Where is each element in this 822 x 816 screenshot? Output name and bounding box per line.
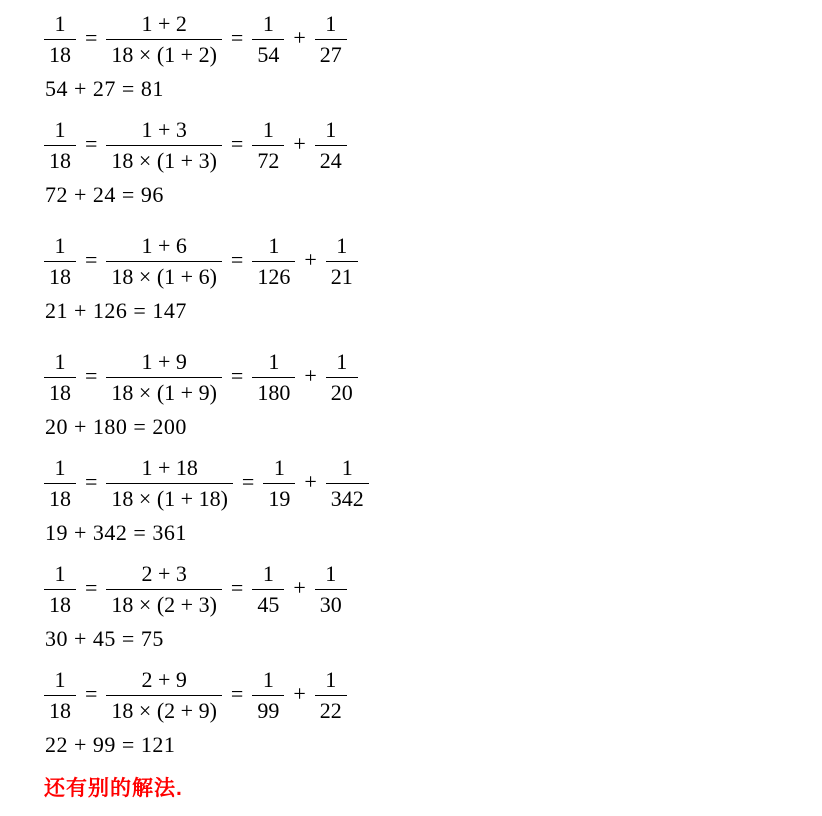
equation-row bbox=[44, 666, 802, 724]
lhs-numerator: 1 bbox=[44, 666, 76, 696]
expanded-fraction bbox=[106, 454, 232, 512]
equation-block bbox=[44, 10, 802, 102]
equation-row bbox=[44, 232, 802, 290]
lhs-fraction bbox=[44, 10, 76, 68]
expanded-numerator: 2 + 9 bbox=[106, 666, 221, 696]
expanded-numerator: 2 + 3 bbox=[106, 560, 221, 590]
result-fraction-2 bbox=[326, 454, 369, 512]
result2-denominator: 24 bbox=[319, 147, 342, 173]
sum-check-line: 19 + 342 = 361 bbox=[45, 520, 187, 545]
lhs-numerator: 1 bbox=[44, 10, 76, 40]
result1-denominator: 45 bbox=[257, 591, 280, 617]
lhs-numerator: 1 bbox=[44, 348, 76, 378]
lhs-numerator: 1 bbox=[44, 454, 76, 484]
result2-numerator: 1 bbox=[315, 560, 347, 590]
result1-denominator: 126 bbox=[257, 263, 291, 289]
equation-row bbox=[44, 560, 802, 618]
plus-sign: + bbox=[304, 247, 317, 272]
plus-sign: + bbox=[293, 131, 306, 156]
result-fraction-2 bbox=[315, 666, 347, 724]
expanded-denominator: 18 × (1 + 3) bbox=[111, 147, 217, 173]
expanded-numerator: 1 + 2 bbox=[106, 10, 221, 40]
result1-denominator: 180 bbox=[257, 379, 291, 405]
expanded-numerator: 1 + 9 bbox=[106, 348, 221, 378]
equals-sign: = bbox=[230, 681, 244, 706]
result2-denominator: 20 bbox=[330, 379, 353, 405]
result1-numerator: 1 bbox=[252, 116, 284, 146]
expanded-numerator: 1 + 6 bbox=[106, 232, 221, 262]
equation-row bbox=[44, 116, 802, 174]
expanded-denominator: 18 × (2 + 9) bbox=[111, 697, 217, 723]
equals-sign: = bbox=[230, 247, 244, 272]
expanded-fraction bbox=[106, 560, 221, 618]
sum-check-line: 21 + 126 = 147 bbox=[45, 298, 187, 323]
result1-numerator: 1 bbox=[252, 348, 295, 378]
plus-sign: + bbox=[304, 363, 317, 388]
equals-sign: = bbox=[85, 247, 98, 272]
lhs-denominator: 18 bbox=[49, 263, 71, 289]
expanded-numerator: 1 + 18 bbox=[106, 454, 232, 484]
lhs-numerator: 1 bbox=[44, 232, 76, 262]
result1-numerator: 1 bbox=[252, 232, 295, 262]
sum-check-line: 30 + 45 = 75 bbox=[45, 626, 164, 651]
expanded-denominator: 18 × (1 + 2) bbox=[111, 41, 217, 67]
equation-row bbox=[44, 10, 802, 68]
equals-sign: = bbox=[230, 363, 244, 388]
expanded-denominator: 18 × (1 + 9) bbox=[111, 379, 217, 405]
equals-sign: = bbox=[85, 363, 98, 388]
equation-block bbox=[44, 454, 802, 546]
equation-list bbox=[44, 10, 802, 758]
result1-denominator: 72 bbox=[257, 147, 280, 173]
result2-denominator: 342 bbox=[330, 485, 364, 511]
expanded-fraction bbox=[106, 116, 221, 174]
result1-numerator: 1 bbox=[263, 454, 295, 484]
result1-numerator: 1 bbox=[252, 10, 284, 40]
lhs-numerator: 1 bbox=[44, 560, 76, 590]
result-fraction-2 bbox=[315, 116, 347, 174]
equals-sign: = bbox=[85, 575, 98, 600]
equation-row bbox=[44, 454, 802, 512]
equation-block bbox=[44, 348, 802, 440]
result-fraction-2 bbox=[326, 348, 358, 406]
lhs-fraction bbox=[44, 116, 76, 174]
result2-numerator: 1 bbox=[315, 666, 347, 696]
result2-numerator: 1 bbox=[326, 348, 358, 378]
result2-numerator: 1 bbox=[326, 454, 369, 484]
lhs-fraction bbox=[44, 348, 76, 406]
equals-sign: = bbox=[241, 469, 255, 494]
equals-sign: = bbox=[85, 469, 98, 494]
lhs-denominator: 18 bbox=[49, 697, 71, 723]
lhs-denominator: 18 bbox=[49, 485, 71, 511]
result1-denominator: 99 bbox=[257, 697, 280, 723]
result-fraction-1 bbox=[252, 10, 284, 68]
sum-check-line: 22 + 99 = 121 bbox=[45, 732, 176, 757]
result2-denominator: 30 bbox=[319, 591, 342, 617]
expanded-fraction bbox=[106, 10, 221, 68]
equals-sign: = bbox=[85, 681, 98, 706]
lhs-fraction bbox=[44, 454, 76, 512]
result-fraction-2 bbox=[315, 10, 347, 68]
result2-denominator: 21 bbox=[330, 263, 353, 289]
lhs-fraction bbox=[44, 560, 76, 618]
expanded-denominator: 18 × (1 + 6) bbox=[111, 263, 217, 289]
result-fraction-2 bbox=[326, 232, 358, 290]
lhs-numerator: 1 bbox=[44, 116, 76, 146]
result1-numerator: 1 bbox=[252, 560, 284, 590]
equation-row bbox=[44, 348, 802, 406]
equation-block bbox=[44, 560, 802, 652]
expanded-denominator: 18 × (2 + 3) bbox=[111, 591, 217, 617]
equals-sign: = bbox=[230, 25, 244, 50]
expanded-numerator: 1 + 3 bbox=[106, 116, 221, 146]
result2-numerator: 1 bbox=[326, 232, 358, 262]
lhs-denominator: 18 bbox=[49, 147, 71, 173]
result2-numerator: 1 bbox=[315, 116, 347, 146]
result-fraction-1 bbox=[252, 116, 284, 174]
note-text: 还有别的解法. bbox=[44, 777, 183, 800]
equals-sign: = bbox=[230, 575, 244, 600]
result2-denominator: 22 bbox=[319, 697, 342, 723]
expanded-fraction bbox=[106, 348, 221, 406]
result1-denominator: 54 bbox=[257, 41, 280, 67]
expanded-fraction bbox=[106, 232, 221, 290]
sum-check-line: 20 + 180 = 200 bbox=[45, 414, 187, 439]
lhs-denominator: 18 bbox=[49, 591, 71, 617]
result-fraction-1 bbox=[252, 348, 295, 406]
equals-sign: = bbox=[85, 131, 98, 156]
sum-check-line: 72 + 24 = 96 bbox=[45, 182, 164, 207]
sum-check-line: 54 + 27 = 81 bbox=[45, 76, 164, 101]
lhs-fraction bbox=[44, 232, 76, 290]
result2-denominator: 27 bbox=[319, 41, 342, 67]
plus-sign: + bbox=[293, 25, 306, 50]
plus-sign: + bbox=[304, 469, 317, 494]
result-fraction-1 bbox=[252, 560, 284, 618]
equals-sign: = bbox=[230, 131, 244, 156]
result-fraction-1 bbox=[252, 232, 295, 290]
result-fraction-1 bbox=[252, 666, 284, 724]
result-fraction-1 bbox=[263, 454, 295, 512]
equation-block bbox=[44, 666, 802, 758]
result2-numerator: 1 bbox=[315, 10, 347, 40]
equals-sign: = bbox=[85, 25, 98, 50]
lhs-fraction bbox=[44, 666, 76, 724]
result1-denominator: 19 bbox=[268, 485, 291, 511]
plus-sign: + bbox=[293, 681, 306, 706]
lhs-denominator: 18 bbox=[49, 379, 71, 405]
expanded-fraction bbox=[106, 666, 221, 724]
equation-block bbox=[44, 232, 802, 324]
lhs-denominator: 18 bbox=[49, 41, 71, 67]
result-fraction-2 bbox=[315, 560, 347, 618]
result1-numerator: 1 bbox=[252, 666, 284, 696]
equation-block bbox=[44, 116, 802, 208]
expanded-denominator: 18 × (1 + 18) bbox=[111, 485, 228, 511]
plus-sign: + bbox=[293, 575, 306, 600]
